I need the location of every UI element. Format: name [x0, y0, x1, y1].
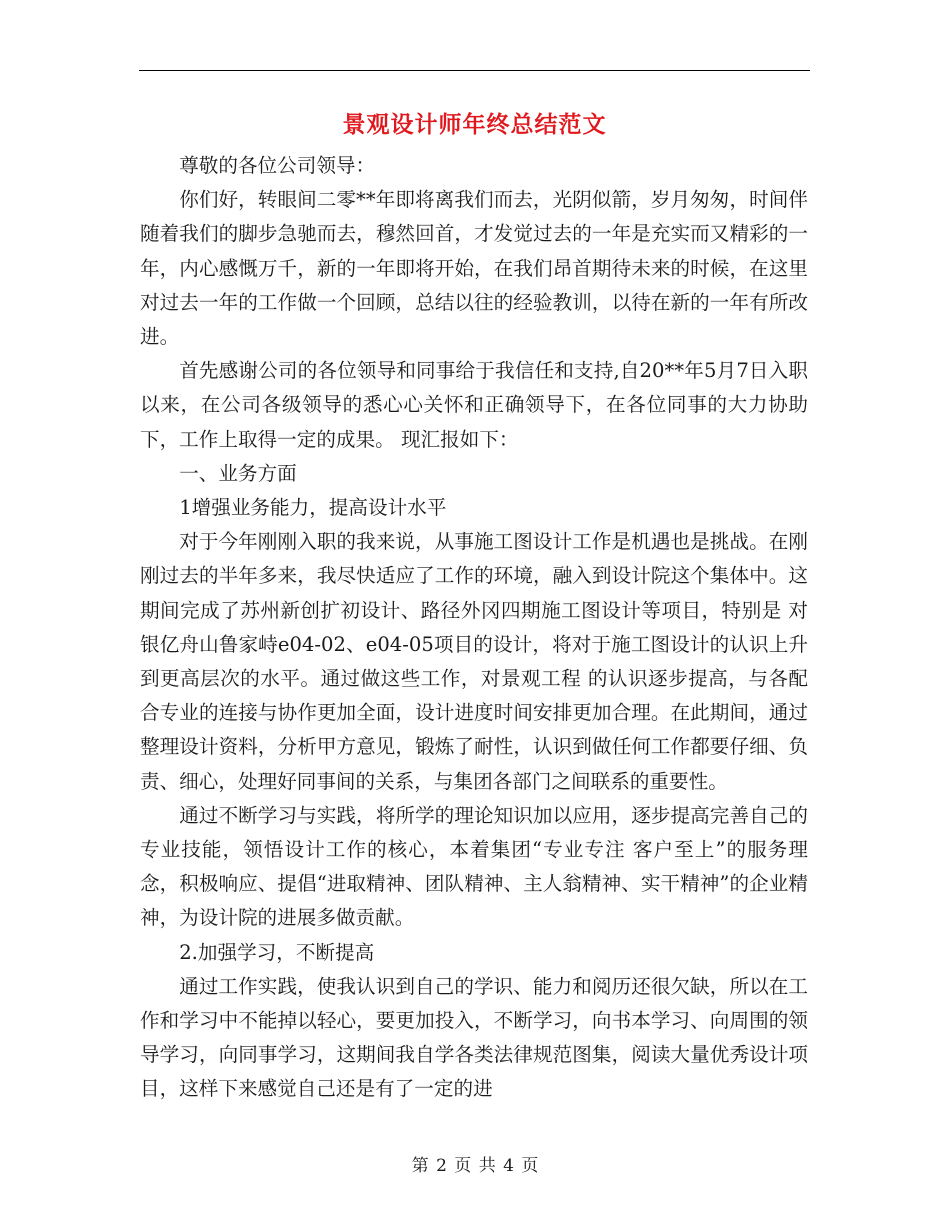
subheading-ability: 1增强业务能力，提高设计水平: [179, 496, 447, 520]
subheading-study: 2.加强学习，不断提高: [179, 940, 375, 964]
work-paragraph: 对于今年刚刚入职的我来说，从事施工图设计工作是机遇也是挑战。在刚刚过去的半年多来，我尽快适应了工作的环境，融入到设计院这个集体中。这期间完成了苏州新创扩初设计、路径外冈四期施工图设计等项目，特别是 对银亿舟山鲁家峙e04-02、e04-05项目的设计，将对于施工图设计的认识上升到更高层次的水平。通过做这些工作，对景观工程 的认识逐步提高，与各配合专业的连接与协作更加全面，设计进度时间安排更加合理。在此期间，通过整理设计资料，分析甲方意见，锻炼了耐性，认识到做任何工作都要仔细、负责、细心，处理好同事间的关系，与集团各部门之间联系的重要性。: [140, 530, 808, 793]
thanks-paragraph: 首先感谢公司的各位领导和同事给于我信任和支持,自20**年5月7日入职以来，在公司各级领导的悉心心关怀和正确领导下，在各位同事的大力协助下，工作上取得一定的成果。 现汇报如下：: [140, 359, 808, 451]
document-body: [140, 149, 808, 1107]
document-title: 景观设计师年终总结范文: [342, 111, 607, 138]
study-paragraph: 通过工作实践，使我认识到自己的学识、能力和阅历还很欠缺，所以在工作和学习中不能掉以轻心，要更加投入，不断学习，向书本学习、向周围的领导学习，向同事学习，这期间我自学各类法律规范图集，阅读大量优秀设计项目，这样下来感觉自己还是有了一定的进: [140, 974, 808, 1101]
page-number-footer: 第 2 页 共 4 页: [411, 1156, 539, 1176]
intro-paragraph: 你们好，转眼间二零**年即将离我们而去，光阴似箭，岁月匆匆，时间伴随着我们的脚步急驰而去，穆然回首，才发觉过去的一年是充实而又精彩的一年，内心感慨万千，新的一年即将开始，在我们昂首期待未来的时候，在这里对过去一年的工作做一个回顾，总结以往的经验教训，以待在新的一年有所改进。: [140, 188, 808, 349]
practice-paragraph: 通过不断学习与实践，将所学的理论知识加以应用，逐步提高完善自己的专业技能，领悟设计工作的核心，本着集团“专业专注 客户至上”的服务理念，积极响应、提倡“进取精神、团队精神、主人翁精神、实干精神”的企业精神，为设计院的进展多做贡献。: [140, 803, 808, 930]
salutation-paragraph: 尊敬的各位公司领导：: [179, 154, 376, 177]
section-heading-business: 一、业务方面: [179, 461, 297, 485]
header-rule: [139, 70, 810, 71]
